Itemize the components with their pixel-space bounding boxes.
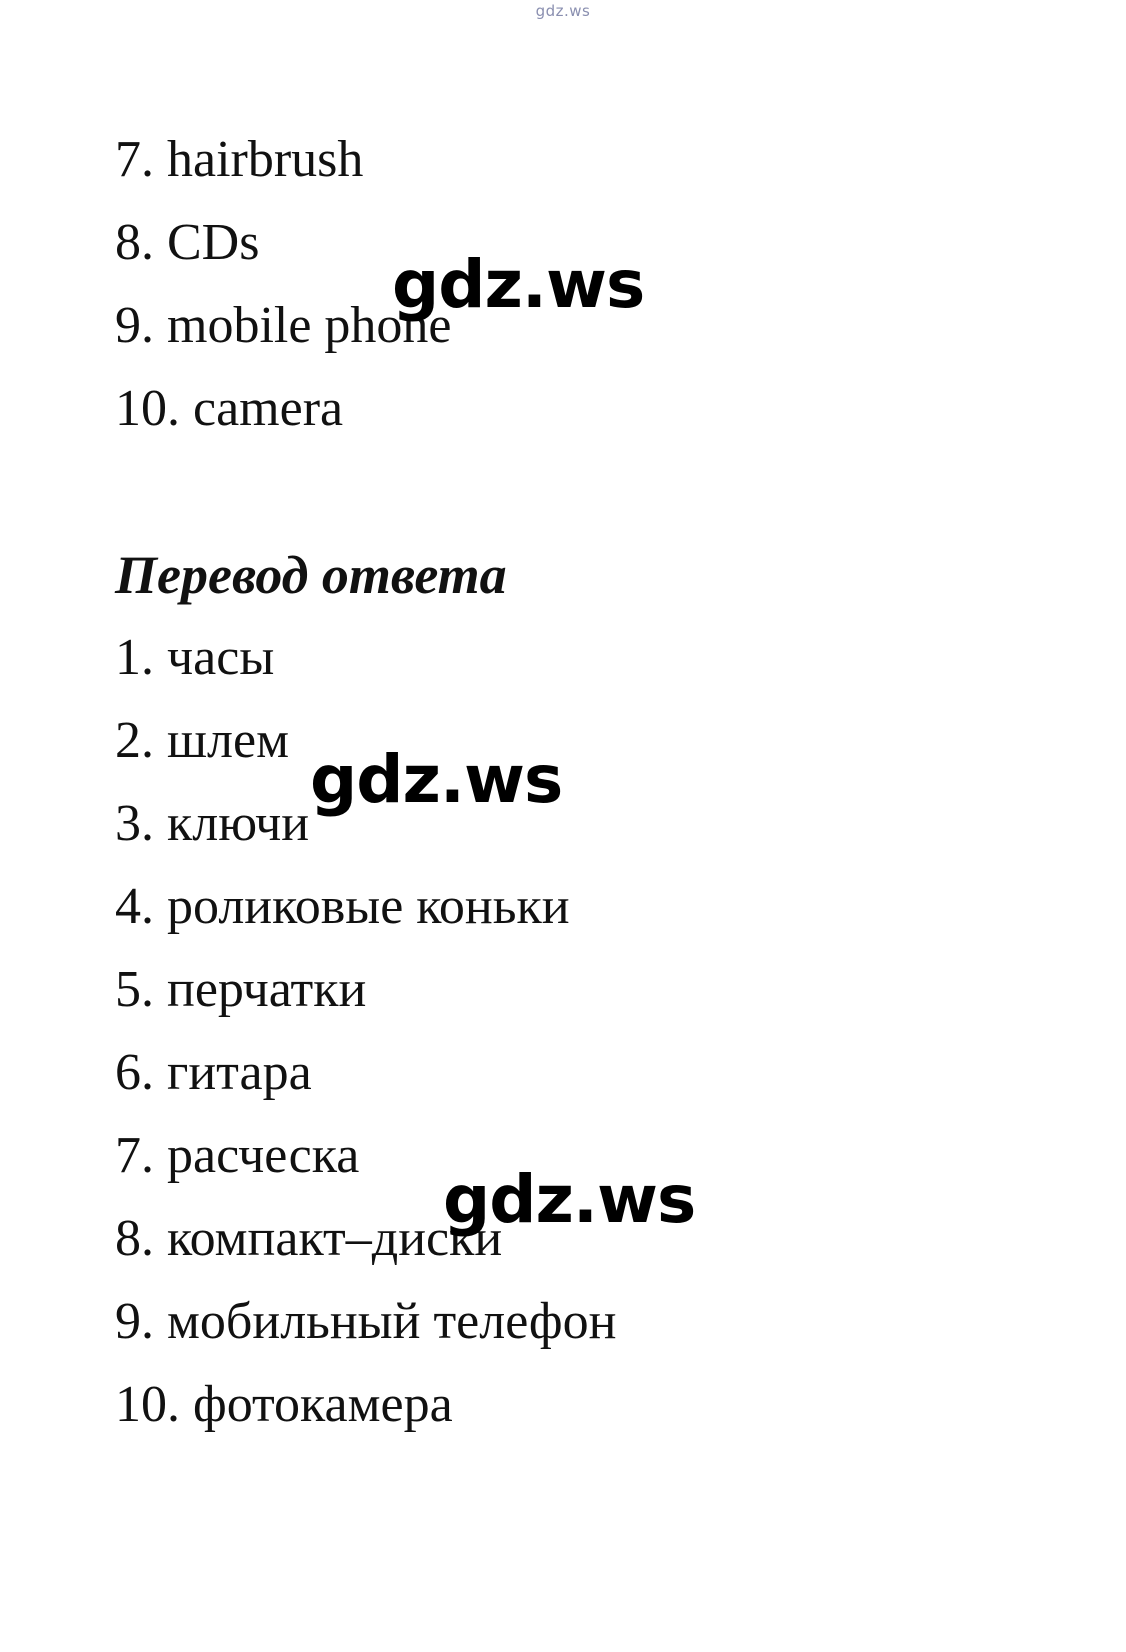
list-item: 10. camera (115, 380, 344, 437)
list-item: 3. ключи (115, 795, 310, 852)
list-item: 10. фотокамера (115, 1376, 453, 1433)
watermark: gdz.ws (392, 246, 645, 323)
list-item: 2. шлем (115, 712, 289, 769)
list-item: 9. mobile phone (115, 297, 452, 354)
list-item: 6. гитара (115, 1044, 312, 1101)
list-item: 8. CDs (115, 214, 260, 271)
translation-heading: Перевод ответа (115, 545, 507, 605)
list-item: 8. компакт–диски (115, 1210, 503, 1267)
list-item: 4. роликовые коньки (115, 878, 570, 935)
list-item: 7. hairbrush (115, 131, 364, 188)
list-item: 1. часы (115, 629, 275, 686)
list-item: 9. мобильный телефон (115, 1293, 617, 1350)
site-mark: gdz.ws (535, 2, 591, 20)
watermark: gdz.ws (443, 1161, 696, 1238)
watermark: gdz.ws (310, 741, 563, 818)
list-item: 7. расческа (115, 1127, 360, 1184)
list-item: 5. перчатки (115, 961, 367, 1018)
